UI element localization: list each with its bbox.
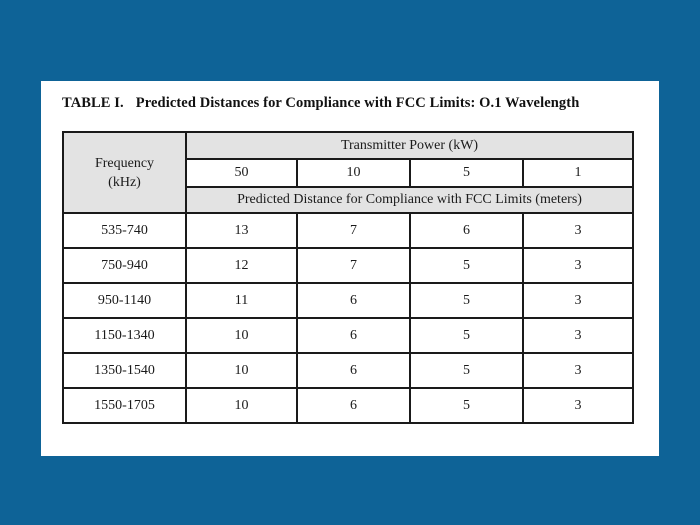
distance-cell: 10 bbox=[186, 388, 297, 423]
table-row bbox=[63, 388, 633, 423]
frequency-cell: 1150-1340 bbox=[63, 318, 186, 353]
frequency-cell: 750-940 bbox=[63, 248, 186, 283]
distance-cell: 6 bbox=[410, 213, 523, 248]
frequency-cell: 1550-1705 bbox=[63, 388, 186, 423]
distance-cell: 10 bbox=[186, 318, 297, 353]
table-caption-title: Predicted Distances for Compliance with FCC Limits: O.1 Wavelength bbox=[135, 95, 580, 111]
power-level-header: 50 bbox=[186, 159, 297, 187]
table-row bbox=[63, 318, 633, 353]
distance-cell: 3 bbox=[523, 213, 633, 248]
distance-cell: 7 bbox=[297, 248, 410, 283]
distance-table bbox=[62, 131, 634, 424]
table-row bbox=[63, 248, 633, 283]
distance-cell: 3 bbox=[523, 248, 633, 283]
frequency-header-line1: Frequency bbox=[94, 155, 155, 171]
distance-cell: 12 bbox=[186, 248, 297, 283]
header-row-group bbox=[63, 132, 633, 159]
frequency-cell: 535-740 bbox=[63, 213, 186, 248]
table-row bbox=[63, 353, 633, 388]
distance-cell: 7 bbox=[297, 213, 410, 248]
table-caption bbox=[62, 95, 579, 112]
predicted-distance-subheader: Predicted Distance for Compliance with FCC Limits (meters) bbox=[186, 187, 633, 213]
power-level-header: 1 bbox=[523, 159, 633, 187]
distance-cell: 10 bbox=[186, 353, 297, 388]
distance-cell: 6 bbox=[297, 318, 410, 353]
distance-cell: 5 bbox=[410, 283, 523, 318]
distance-cell: 3 bbox=[523, 318, 633, 353]
distance-cell: 5 bbox=[410, 248, 523, 283]
power-level-header: 5 bbox=[410, 159, 523, 187]
table-row bbox=[63, 213, 633, 248]
frequency-column-header bbox=[63, 132, 186, 213]
distance-cell: 3 bbox=[523, 388, 633, 423]
distance-cell: 6 bbox=[297, 283, 410, 318]
power-level-header: 10 bbox=[297, 159, 410, 187]
transmitter-power-header: Transmitter Power (kW) bbox=[186, 132, 633, 159]
distance-cell: 3 bbox=[523, 283, 633, 318]
frequency-header-line2: (kHz) bbox=[108, 174, 141, 190]
distance-cell: 5 bbox=[410, 388, 523, 423]
distance-cell: 6 bbox=[297, 353, 410, 388]
frequency-cell: 950-1140 bbox=[63, 283, 186, 318]
distance-cell: 11 bbox=[186, 283, 297, 318]
distance-cell: 3 bbox=[523, 353, 633, 388]
distance-cell: 5 bbox=[410, 353, 523, 388]
distance-cell: 6 bbox=[297, 388, 410, 423]
slide-panel bbox=[41, 81, 659, 456]
frequency-cell: 1350-1540 bbox=[63, 353, 186, 388]
table-caption-label: TABLE I. bbox=[62, 95, 124, 111]
table-row bbox=[63, 283, 633, 318]
distance-cell: 13 bbox=[186, 213, 297, 248]
distance-cell: 5 bbox=[410, 318, 523, 353]
